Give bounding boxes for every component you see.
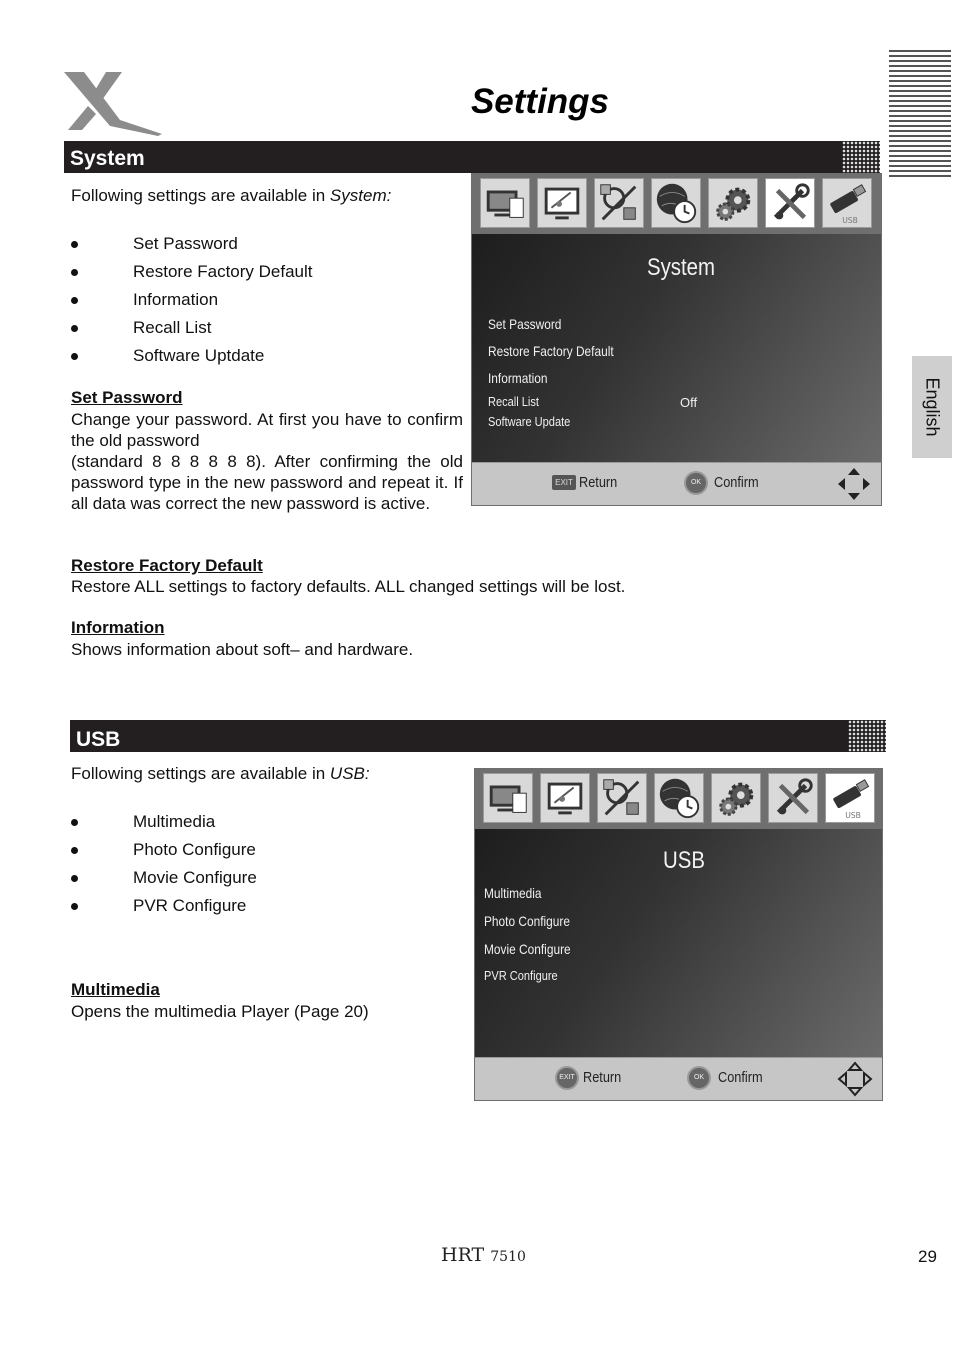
menu-item-movie-configure[interactable]: Movie Configure (484, 941, 571, 957)
globe-clock-icon (654, 773, 704, 823)
menu-item-photo-configure[interactable]: Photo Configure (484, 913, 571, 929)
menu-panel (472, 234, 881, 464)
satellite-icon (597, 773, 647, 823)
list-item: Multimedia (69, 808, 449, 836)
halftone-decoration (848, 720, 888, 752)
menu-title: System (647, 254, 716, 281)
usb-bullet-list (69, 808, 449, 920)
return-label: Return (579, 474, 618, 491)
list-item: Movie Configure (69, 864, 449, 892)
multimedia-text: Opens the multimedia Player (Page 20) (71, 1002, 369, 1021)
halftone-decoration (842, 141, 882, 173)
list-item: Restore Factory Default (69, 258, 449, 286)
information-heading: Information (71, 618, 165, 637)
menu-item-restore-factory-default[interactable]: Restore Factory Default (488, 343, 614, 359)
list-item: Information (69, 286, 449, 314)
menu-item-information[interactable]: Information (488, 370, 548, 386)
usb-menu-screenshot (474, 768, 883, 1101)
list-item: Software Uptdate (69, 342, 449, 370)
picture-icon (537, 178, 587, 228)
svg-text:USB: USB (845, 811, 861, 821)
section-heading-usb: USB (76, 728, 121, 751)
gears-icon (711, 773, 761, 823)
gears-icon (708, 178, 758, 228)
menu-icon-row (472, 174, 881, 234)
globe-clock-icon (651, 178, 701, 228)
usb-icon (822, 178, 872, 228)
set-password-text-2: (standard 8 8 8 8 8 8). After confirming the old password type in the new password and repeat it. If all data was correct the new password is active. (71, 452, 463, 513)
satellite-icon (594, 178, 644, 228)
menu-title: USB (663, 847, 705, 874)
tools-icon (768, 773, 818, 823)
menu-item-set-password[interactable]: Set Password (488, 316, 562, 332)
page-number: 29 (918, 1247, 937, 1266)
menu-icon-row (475, 769, 882, 829)
language-tab (912, 356, 952, 458)
exit-key-icon: EXIT (555, 1066, 579, 1090)
tv-icon (483, 773, 533, 823)
system-bullet-list (69, 230, 449, 370)
ok-key-icon: OK (687, 1066, 711, 1090)
multimedia-heading: Multimedia (71, 980, 160, 999)
list-item: PVR Configure (69, 892, 449, 920)
section-heading-system: System (70, 147, 145, 170)
menu-item-pvr-configure[interactable]: PVR Configure (484, 968, 558, 983)
navigation-arrows-icon (836, 466, 872, 502)
information-text: Shows information about soft– and hardware. (71, 640, 414, 659)
menu-footer (475, 1057, 882, 1100)
section-bar-system (64, 141, 880, 173)
list-item: Photo Configure (69, 836, 449, 864)
decorative-stripes (889, 50, 951, 178)
menu-panel (475, 829, 882, 1059)
confirm-label: Confirm (714, 474, 759, 491)
set-password-text-1: Change your password. At first you have to confirm the old password (71, 410, 463, 450)
menu-item-software-update[interactable]: Software Update (488, 414, 571, 429)
restore-heading: Restore Factory Default (71, 556, 263, 575)
section-bar-usb (70, 720, 886, 752)
usb-intro: Following settings are available in USB: (71, 764, 370, 783)
system-menu-screenshot (471, 173, 882, 506)
menu-item-recall-list[interactable]: Recall List (488, 394, 539, 409)
recall-list-value: Off (680, 395, 698, 410)
return-label: Return (583, 1069, 622, 1086)
page-title: Settings (470, 82, 610, 121)
list-item: Recall List (69, 314, 449, 342)
set-password-heading: Set Password (71, 388, 183, 407)
menu-item-multimedia[interactable]: Multimedia (484, 885, 542, 901)
restore-text: Restore ALL settings to factory defaults. ALL changed settings will be lost. (71, 577, 626, 596)
picture-icon (540, 773, 590, 823)
usb-icon (825, 773, 875, 823)
system-intro: Following settings are available in System: (71, 186, 392, 205)
exit-key-icon: EXIT (552, 475, 576, 490)
confirm-label: Confirm (718, 1069, 763, 1086)
brand-logo (62, 68, 162, 138)
tools-icon (765, 178, 815, 228)
menu-footer (472, 462, 881, 505)
svg-text:USB: USB (842, 216, 858, 226)
list-item: Set Password (69, 230, 449, 258)
language-label: English (922, 377, 943, 437)
navigation-arrows-icon (837, 1061, 873, 1097)
model-name: HRT 7510 (441, 1244, 526, 1266)
tv-icon (480, 178, 530, 228)
ok-key-icon: OK (684, 471, 708, 495)
